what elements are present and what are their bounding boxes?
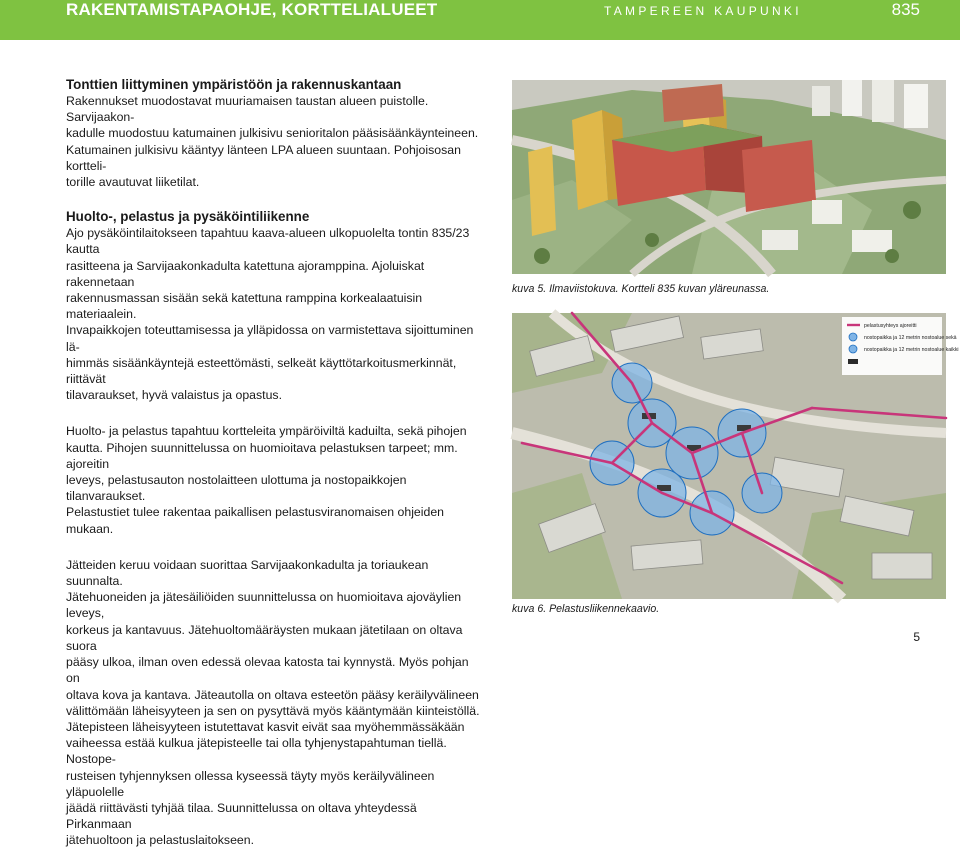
paragraph-line: jätehuoltoon ja pelastuslaitokseen. — [66, 833, 255, 848]
paragraph-line: Invapaikkojen toteuttamisessa ja ylläpidossa on varmistettava sijoittuminen lä- — [66, 323, 474, 354]
section-heading-traffic: Huolto-, pelastus ja pysäköintiliikenne — [66, 209, 310, 225]
section-heading-surroundings: Tonttien liittyminen ympäristöön ja rakennuskantaan — [66, 77, 402, 92]
figure-caption-aerial: kuva 5. Ilmaviistokuva. Kortteli 835 kuvan yläreunassa. — [512, 283, 770, 295]
rescue-traffic-diagram — [512, 313, 959, 599]
legend-text: nostopaikka ja 12 metrin nostoalue sekä — [864, 335, 957, 341]
paragraph-line: jäädä riittävästi tyhjää tilaa. Suunnittelussa on oltava yhteydessä Pirkanmaan — [66, 800, 417, 832]
paragraph-line: pääsy ulkoa, ilman oven edessä olevaa katosta tai kynnystä. Myös pohjan on — [66, 655, 469, 686]
paragraph-line: tilavaraukset, hyvä valaistus ja opastus. — [66, 388, 282, 403]
text-column — [66, 76, 484, 849]
paragraph-line: Jätehuoneiden ja jätesäiliöiden suunnittelussa on huomioitava ajoväylien leveys, — [66, 590, 462, 621]
aerial-view-image — [512, 80, 946, 274]
paragraph-line: Pelastustiet tulee rakentaa paikallisen pelastusviranomaisen ohjeiden mukaan. — [66, 505, 445, 536]
paragraph-line: himmäs sisäänkäyntejä esteettömästi, selkeät käyttötarkoitusmerkinnät, riittävät — [66, 355, 457, 387]
paragraph-line: leveys, pelastusauton nostolaitteen ulottuma ja nostopaikkojen tilanvaraukset. — [66, 473, 407, 504]
paragraph-line: torille avautuvat liiketilat. — [66, 175, 200, 190]
block-code: 835 — [891, 0, 920, 19]
document-title: RAKENTAMISTAPAOHJE, KORTTELIALUEET — [66, 0, 438, 19]
legend-text: nostopaikka ja 12 metrin nostoalue kaikki — [864, 347, 959, 353]
paragraph-line: kautta. Pihojen suunnittelussa on huomioitava pelastuksen tarpeet; mm. ajoreitin — [66, 440, 458, 471]
organization-name: TAMPEREEN KAUPUNKI — [604, 4, 802, 18]
paragraph-line: rakennusmassan sisään sekä katettuna ramppina korkealaatuisin materiaalein. — [66, 291, 423, 322]
paragraph-line: vaiheessa estää kulkua jätepisteelle tai olla tyhjenystapahtuman tiellä. Nostope- — [66, 736, 447, 767]
paragraph-line: Rakennukset muodostavat muuriamaisen taustan alueen puistolle. Sarvijaakon- — [66, 94, 429, 125]
figure-caption-diagram: kuva 6. Pelastusliikennekaavio. — [512, 603, 660, 615]
paragraph-line: korkeus ja kantavuus. Jätehuoltomääräysten mukaan jätetilaan on oltava suora — [66, 622, 463, 653]
paragraph-line: välittömään läheisyyteen ja sen on pysyttävä myös kääntymään kiinteistöllä. — [66, 703, 480, 718]
paragraph-line: Jätepisteen läheisyyteen istutettavat kasvit eivät saa myöhemmässäkään — [66, 719, 465, 734]
page-header — [0, 0, 960, 40]
paragraph-line: Ajo pysäköintilaitokseen tapahtuu kaava-alueen ulkopuolelta tontin 835/23 kautta — [66, 226, 470, 257]
paragraph-line: oltava kova ja kantava. Jäteautolla on oltava esteetön pääsy keräilyvälineen — [66, 687, 479, 702]
paragraph-line: rasitteena ja Sarvijaakonkadulta katettuna ajoramppina. Ajoluiskat rakennetaan — [66, 258, 425, 289]
paragraph-line: Huolto- ja pelastus tapahtuu kortteleita ympäröiviltä kaduilta, sekä pihojen — [66, 424, 467, 439]
page-number: 5 — [913, 630, 920, 644]
legend-text: pelastusyhteys ajoreitti — [864, 323, 917, 329]
paragraph-line: kadulle muodostuu katumainen julkisivu senioritalon pääsisäänkäynteineen. — [66, 126, 479, 141]
paragraph-line: Jätteiden keruu voidaan suorittaa Sarvijaakonkadulta ja toriaukean suunnalta. — [66, 557, 429, 589]
paragraph-line: Katumainen julkisivu kääntyy länteen LPA alueen suuntaan. Pohjoisosan kortteli- — [66, 142, 461, 173]
paragraph-line: rusteisen tyhjennyksen ollessa kyseessä täyty myös keräilyvälineen yläpuolelle — [66, 768, 435, 799]
